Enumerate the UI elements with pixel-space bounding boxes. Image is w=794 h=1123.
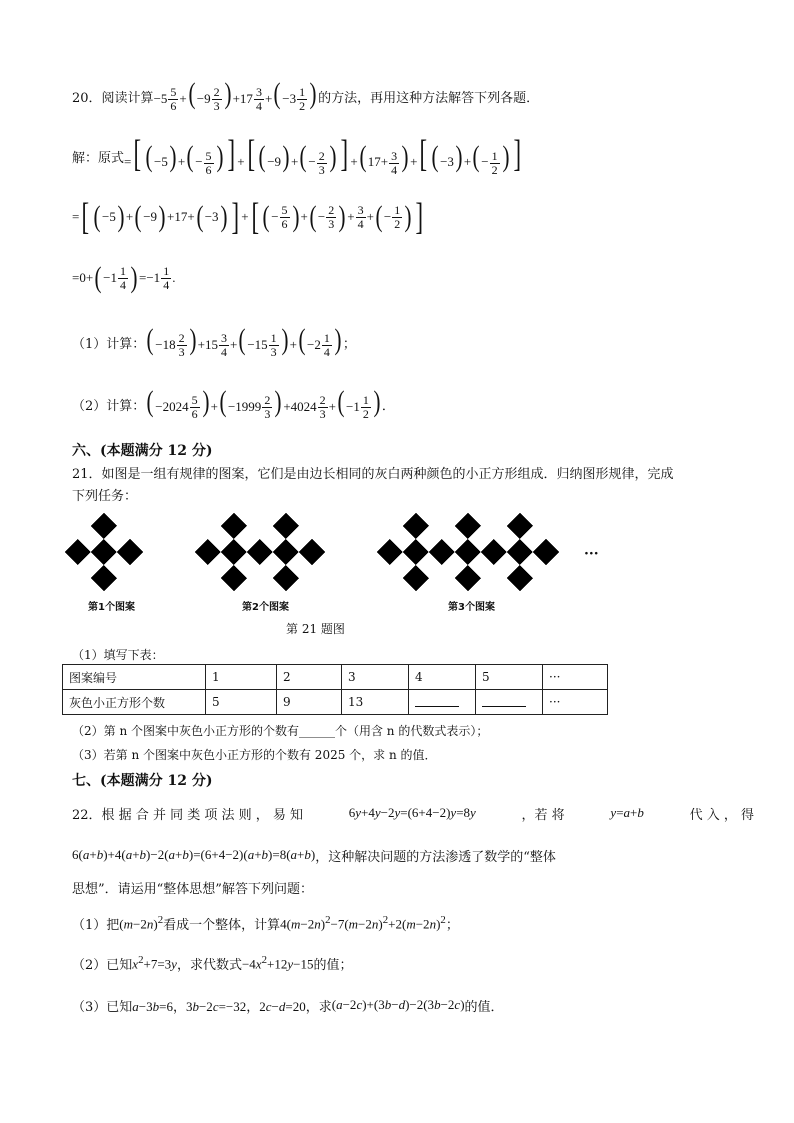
q22-text-c: 代 入 ， 得 [689,807,754,823]
table-cell: 1 [206,665,277,690]
pattern-3-caption: 第3个图案 [448,602,495,613]
q20-statement [72,78,754,114]
table-row [63,665,608,690]
q20-expression: −5 $\frac{5}{6}$ +( −9 $\frac{2}{3}$ ) +17 $\frac{3}{4}$ +( −3 $\frac{1}{2}$ ) [153,76,317,114]
q20-intro: 阅读计算 [101,90,154,106]
table-header-cell: 灰色小正方形个数 [63,690,206,715]
pattern-drawings [60,508,760,618]
q21-table [62,664,608,715]
q21-figure-caption: 第 21 题图 [286,622,345,636]
pattern-1-caption: 第1个图案 [88,602,135,613]
table-cell: 5 [206,690,277,715]
q20-part2-expr: ( −2024 $\frac{5}{6}$ ) +( −1999 $\frac{2}{3}$ ) +4024 $\frac{2}{3}$ +( −1 $\frac{1}{2}$ ) [146,384,381,422]
section-7-title: 七、(本题满分 12 分) [72,773,213,789]
q22-part2-expr-b: $-4x^2+12y-15$ [241,953,314,972]
q21-part2: （2）第 n 个图案中灰色小正方形的个数有______个（用含 n 的代数式表示）； [72,724,489,738]
q22-line2 [72,840,754,870]
q22-part1 [72,908,754,938]
pattern-2-caption: 第2个图案 [242,602,289,613]
table-cell: 9 [277,690,342,715]
q21-fill-table-label: （1）填写下表： [72,648,164,662]
q20-solution-line3 [72,258,754,298]
q21-pattern-figure [60,508,760,648]
q22-part3-expr-a: a−3b=6，3b−2c=−32，2c−d=20 [132,998,306,1014]
q20-part1-label: （1）计算： [72,336,146,352]
answer-blank[interactable] [482,694,526,707]
q20-part2-end: ． [381,398,395,414]
q22-text-a: 根 据 合 并 同 类 项 法 则 ， 易 知 [101,807,304,823]
q22-number: 22． [72,807,102,823]
q22-part1-expr-a: $(m-2n)^2$ [119,913,164,932]
q21-text-line1: 如图是一组有规律的图案，它们是由边长相同的灰白两种颜色的小正方形组成．归纳图形规律，完成 [101,467,674,482]
q22-part3 [72,990,754,1020]
table-cell: ··· [543,690,608,715]
q22-part1-a: （1）把 [72,917,120,933]
table-cell: ··· [543,665,608,690]
q22-text-b: ，若 将 [521,807,565,823]
section-6-title: 六、(本题满分 12 分) [72,443,213,459]
q22-part1-b: 看成一个整体，计算 [163,917,281,933]
table-blank-cell[interactable] [409,690,476,715]
q20-solution-line2 [72,195,754,239]
q22-expr-b: y=a+b [610,805,644,820]
q22-part2-expr-a: $x^2+7=3y$ [132,953,177,972]
q22-part2 [72,948,754,978]
q22-expr-a: 6y+4y−2y=(6+4−2)y=8y [348,805,476,820]
q20-solution-line1 [72,134,754,178]
q21-part3: （3）若第 n 个图案中灰色小正方形的个数有 2025 个，求 n 的值． [72,748,437,762]
table-row [63,690,608,715]
q20-solution-expr1: =[ ( −5) +( − $\frac{5}{6}$ ) ] +[ ( −9) +( − $\frac{2}{3}$ ) ] +( 17+ $\frac{3}{4}$ ) +[ ( −3) +( − $\frac{1}{2}$ ) ] [124,133,521,177]
table-cell: 4 [409,665,476,690]
q21-text [72,464,754,508]
q22-part2-a: （2）已知 [72,957,133,973]
q20-solution-label: 解：原式 [72,150,125,166]
q22-part2-b: ，求代数式 [176,957,242,973]
table-header-cell: 图案编号 [63,665,206,690]
q21-text-line2: 下列任务： [72,489,138,504]
table-blank-cell[interactable] [476,690,543,715]
table-cell: 13 [342,690,409,715]
q20-part2 [72,384,754,424]
q22-text-e: 思想”．请运用“整体思想”解答下列问题： [72,882,313,897]
q22-text-d: ，这种解决问题的方法渗透了数学的“整体 [315,849,556,865]
q22-part1-end: ； [445,917,459,933]
table-cell: 2 [277,665,342,690]
q22-part3-b: ，求 [305,999,332,1015]
q22-line1 [72,800,754,826]
question-20 [72,78,754,114]
q20-part2-label: （2）计算： [72,398,146,414]
q20-solution-expr2: = [ ( −5 ) + ( −9 ) +17+ ( −3 ) ] + [ ( − $\frac{5}{6}$ ) + ( − $\frac{2}{3}$ ) + $\frac{3}{4}$ + ( − $\frac{1}{2}$ ) ] [72,196,424,238]
pattern-ellipsis: ··· [584,546,599,562]
q20-number: 20． [72,90,102,106]
q20-solution-expr3: =0+ ( −1 $\frac{1}{4}$ ) =−1 $\frac{1}{4}$ . [72,261,176,294]
q22-part2-c: 的值； [313,957,353,973]
q22-part3-expr-b: (a−2c)+(3b−d)−2(3b−2c) [331,997,465,1012]
q22-expr-c: 6(a+b)+4(a+b)−2(a+b)=(6+4−2)(a+b)=8(a+b) [72,847,316,862]
q22-part3-a: （3）已知 [72,999,133,1015]
q22-part1-expr-b: $4(m-2n)^2-7(m-2n)^2+2(m-2n)^2$ [280,913,446,932]
q22-part3-c: 的值． [464,999,504,1015]
table-cell: 5 [476,665,543,690]
q20-part1-end: ； [342,336,356,352]
q20-tail: 的方法，再用这种方法解答下列各题． [318,90,540,106]
q20-part1-expr: ( −18 $\frac{2}{3}$ ) +15 $\frac{3}{4}$ +( −15 $\frac{1}{3}$ ) +( −2 $\frac{1}{4}$ ) [146,322,342,360]
table-cell: 3 [342,665,409,690]
answer-blank[interactable] [415,694,459,707]
q21-number: 21． [72,467,102,482]
q20-part1 [72,322,754,362]
